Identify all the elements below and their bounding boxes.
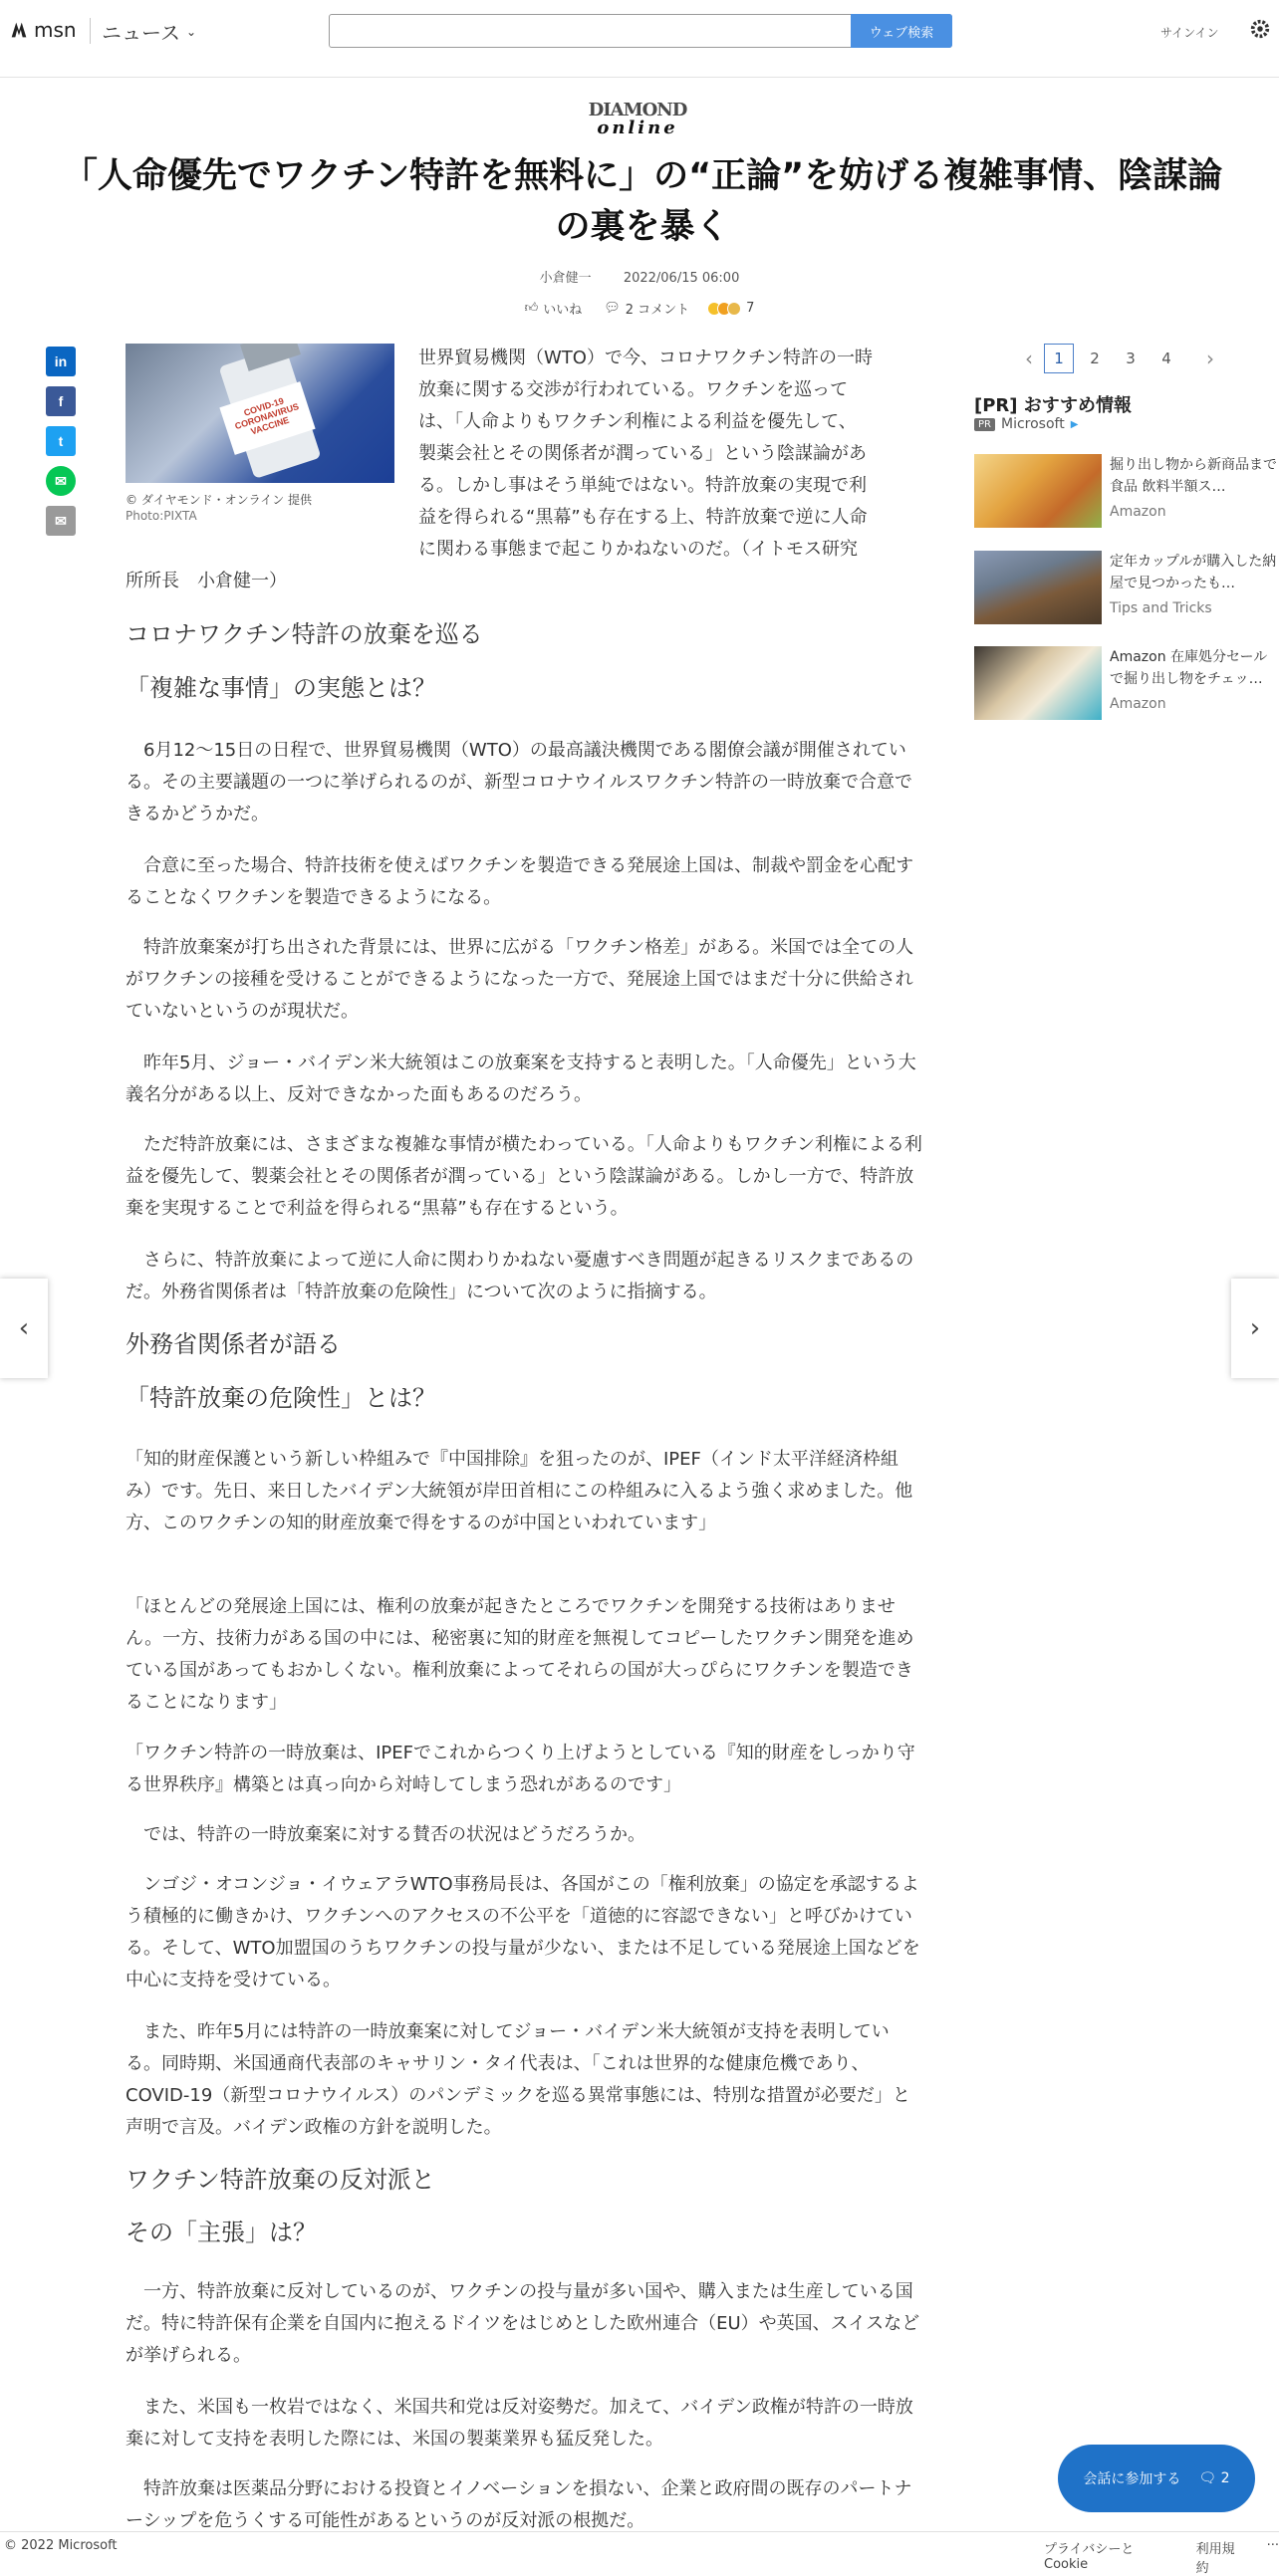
ad-choices-icon[interactable]: ▶ — [1070, 418, 1079, 430]
comment-icon: 💬︎ — [604, 301, 621, 316]
reaction-count: 7 — [746, 301, 755, 316]
comment-icon: 🗨︎ 2 — [1198, 2470, 1230, 2486]
card-title: Amazon 在庫処分セールで掘り出し物をチェッ… — [1110, 649, 1268, 687]
recommendation-heading: [PR] おすすめ情報 — [974, 395, 1132, 416]
article-actions — [0, 299, 1279, 318]
recommendation-card[interactable] — [974, 646, 1273, 720]
card-source: Amazon — [1110, 504, 1166, 520]
lead-tail: 所所長 小倉健一） — [126, 571, 287, 591]
paragraph: ただ特許放棄には、さまざまな複雑な事情が横たわっている。「人命よりもワクチン利権による利益を優先して、製薬会社とその関係者が潤っている」という陰謀論がある。しかし一方で、特許放棄を実現することで利益を得られる“黒幕”も存在するという。 — [126, 1134, 922, 1219]
line-share-icon[interactable]: ✉ — [46, 466, 76, 496]
chevron-down-icon: ⌄ — [186, 24, 197, 39]
paragraph: ンゴジ・オコンジョ・イウェアラWTO事務局長は、各国がこの「権利放棄」の協定を承認するよう積極的に働きかけ、ワクチンへのアクセスの不公平を「道徳的に容認できない」と呼びかけている。そして、WTO加盟国のうちワクチンの投与量が少ない、または不足している発展途上国などを中心に支持を受けている。 — [126, 1874, 920, 1991]
thumbs-up-icon: 👍︎ — [524, 301, 539, 316]
copyright: © 2022 Microsoft — [4, 2538, 118, 2553]
reactions-button[interactable] — [711, 301, 754, 316]
chevron-left-icon[interactable]: ‹ — [1025, 347, 1033, 370]
paragraph: 合意に至った場合、特許技術を使えばワクチンを製造できる発展途上国は、制裁や罰金を心配することなくワクチンを製造できるようになる。 — [126, 855, 914, 908]
paragraph: また、昨年5月には特許の一時放棄案に対してジョー・バイデン米大統領が支持を表明している。同時期、米国通商代表部のキャサリン・タイ代表は、「これは世界的な健康危機であり、COVID-19（新型コロナウイルス）のパンデミックを巡る異常事態には、特別な措置が必要だ」と声明で言及。バイデン政権の方針を説明した。 — [126, 2021, 910, 2138]
chevron-right-icon: › — [1249, 1313, 1261, 1343]
section-heading: 「特許放棄の危険性」とは？ — [126, 1384, 436, 1412]
vial-label: COVID-19 CORONAVIRUS VACCINE — [219, 381, 315, 455]
like-label: いいね — [543, 303, 583, 318]
paragraph: 昨年5月、ジョー・バイデン米大統領はこの放棄案を支持すると表明した。「人命優先」という大義名分がある以上、反対できなかった面もあるのだろう。 — [126, 1053, 916, 1105]
quote-paragraph: 「ほとんどの発展途上国には、権利の放棄が起きたところでワクチンを開発する技術はありません。一方、技術力がある国の中には、秘密裏に知的財産を無視してコピーしたワクチン開発を進めている国があってもおかしくない。権利放棄によってそれらの国が大っぴらにワクチンを製造できることになります」 — [126, 1596, 914, 1713]
sponsor-line — [974, 416, 1078, 432]
publisher-logo[interactable] — [588, 102, 687, 137]
card-thumbnail — [974, 646, 1102, 720]
signin-link[interactable]: サインイン — [1160, 26, 1219, 40]
share-bar — [46, 347, 76, 546]
byline — [0, 267, 1279, 286]
comment-button[interactable] — [604, 299, 689, 318]
lead-line: に関わる事態まで起こりかねないのだ。（イトモス研究 — [418, 539, 858, 560]
card-title: 定年カップルが購入した納屋で見つかったも… — [1110, 554, 1277, 591]
join-conversation-button[interactable] — [1058, 2445, 1255, 2512]
email-share-icon[interactable]: ✉ — [46, 506, 76, 536]
join-count: 2 — [1220, 2470, 1230, 2486]
linkedin-share-icon[interactable]: in — [46, 347, 76, 376]
quote-paragraph: 「知的財産保護という新しい枠組みで『中国排除』を狙ったのが、IPEF（インド太平洋経済枠組み）です。先日、来日したバイデン大統領が岸田首相にこの枠組みに入るよう強く求めました。他方、このワクチンの知的財産放棄で得をするのが中国といわれています」 — [126, 1449, 913, 1533]
section-heading: コロナワクチン特許の放棄を巡る — [126, 620, 483, 648]
more-icon[interactable]: ··· — [1266, 2538, 1279, 2553]
reaction-emoji-icon — [711, 302, 741, 316]
lead-paragraph — [418, 343, 921, 566]
msn-butterfly-icon — [8, 19, 30, 41]
next-article-button[interactable] — [1231, 1279, 1279, 1378]
author-name[interactable]: 小倉健一 — [539, 271, 592, 286]
pager-page[interactable]: 2 — [1090, 350, 1100, 367]
channel-menu[interactable] — [102, 17, 196, 46]
paragraph: さらに、特許放棄によって逆に人命に関わりかねない憂慮すべき問題が起きるリスクまであるのだ。外務省関係者は「特許放棄の危険性」について次のように指摘する。 — [126, 1250, 914, 1302]
twitter-share-icon[interactable]: t — [46, 426, 76, 456]
msn-logo[interactable] — [8, 18, 77, 42]
section-heading: ワクチン特許放棄の反対派と — [126, 2166, 435, 2194]
gear-icon[interactable] — [1249, 18, 1271, 40]
lead-line: 放棄に関する交渉が行われている。ワクチンを巡って — [418, 379, 849, 400]
recommendation-card[interactable] — [974, 454, 1277, 528]
header-divider — [90, 18, 91, 44]
chevron-left-icon: ‹ — [18, 1313, 30, 1343]
pager-page[interactable]: 1 — [1044, 344, 1074, 373]
card-thumbnail — [974, 551, 1102, 624]
comment-label: 2 コメント — [625, 303, 690, 318]
logo-text: msn — [34, 18, 77, 42]
lead-line: 益を得られる“黒幕”も存在する上、特許放棄で逆に人命 — [418, 507, 868, 528]
facebook-share-icon[interactable]: f — [46, 386, 76, 416]
previous-article-button[interactable] — [0, 1279, 48, 1378]
card-source: Tips and Tricks — [1110, 600, 1212, 616]
brand-line1: DIAMOND — [588, 100, 687, 120]
lead-line: は、「人命よりもワクチン利権による利益を優先して、 — [418, 411, 857, 432]
section-heading: 外務省関係者が語る — [126, 1330, 341, 1358]
card-source: Amazon — [1110, 696, 1166, 712]
pr-badge: PR — [974, 418, 995, 431]
section-heading: その「主張」は？ — [126, 2219, 317, 2246]
lead-line: 製薬会社とその関係者が潤っている」という陰謀論があ — [418, 443, 867, 464]
recommendation-card[interactable] — [974, 551, 1277, 624]
channel-label: ニュース — [102, 21, 180, 45]
web-search-button[interactable]: ウェブ検索 — [851, 14, 952, 48]
pager-page[interactable]: 3 — [1126, 350, 1136, 367]
join-label: 会話に参加する — [1083, 2471, 1181, 2487]
paragraph: では、特許の一時放棄案に対する賛否の状況はどうだろうか。 — [126, 1824, 645, 1845]
privacy-link[interactable]: プライバシーと Cookie — [1044, 2542, 1135, 2572]
card-title: 掘り出し物から新商品まで 食品 飲料半額ス… — [1110, 457, 1277, 495]
paragraph: 6月12〜15日の日程で、世界貿易機関（WTO）の最高議決機関である閣僚会議が開催されている。その主要議題の一つに挙げられるのが、新型コロナウイルスワクチン特許の一時放棄で合意できるかどうかだ。 — [126, 740, 913, 824]
like-button[interactable] — [525, 299, 583, 318]
quote-paragraph: 「ワクチン特許の一時放棄は、IPEFでこれからつくり上げようとしている『知的財産をしっかり守る世界秩序』構築とは真っ向から対峙してしまう恐れがあるのです」 — [126, 1743, 915, 1795]
photo-credit: Photo:PIXTA — [126, 509, 197, 523]
article-title: 「人命優先でワクチン特許を無料に」の“正論”を妨げる複雑事情、陰謀論の裏を暴く — [62, 156, 1223, 247]
lead-line: 世界貿易機関（WTO）で今、コロナワクチン特許の一時 — [418, 348, 874, 368]
recommendation-pager — [1014, 344, 1225, 373]
photo-caption: © ダイヤモンド・オンライン 提供 — [126, 493, 313, 507]
paragraph: また、米国も一枚岩ではなく、米国共和党は反対姿勢だ。加えて、バイデン政権が特許の一時放棄に対して支持を表明した際には、米国の製薬業界も猛反発した。 — [126, 2397, 913, 2450]
pager-page[interactable]: 4 — [1161, 350, 1171, 367]
card-thumbnail — [974, 454, 1102, 528]
lead-line: る。しかし事はそう単純ではない。特許放棄の実現で利 — [418, 475, 867, 496]
page-footer — [0, 2531, 1279, 2576]
section-heading: 「複雑な事情」の実態とは？ — [126, 674, 436, 702]
article-photo[interactable] — [126, 344, 394, 483]
sponsor-name: Microsoft — [1000, 416, 1065, 432]
terms-link[interactable]: 利用規約 — [1195, 2542, 1235, 2576]
chevron-right-icon[interactable]: › — [1206, 347, 1214, 370]
paragraph: 特許放棄案が打ち出された背景には、世界に広がる「ワクチン格差」がある。米国では全ての人がワクチンの接種を受けることができるようになった一方で、発展途上国ではまだ十分に供給されていないというのが現状だ。 — [126, 937, 914, 1022]
brand-line2: online — [597, 117, 678, 138]
top-header — [0, 0, 1279, 78]
publish-date: 2022/06/15 06:00 — [623, 271, 740, 286]
paragraph: 一方、特許放棄に反対しているのが、ワクチンの投与量が多い国や、購入または生産している国だ。特に特許保有企業を自国内に抱えるドイツをはじめとした欧州連合（EU）や英国、スイスなどが挙げられる。 — [126, 2281, 920, 2366]
paragraph: 特許放棄は医薬品分野における投資とイノベーションを損ない、企業と政府間の既存のパートナーシップを危うくする可能性があるというのが反対派の根拠だ。 — [126, 2478, 912, 2531]
